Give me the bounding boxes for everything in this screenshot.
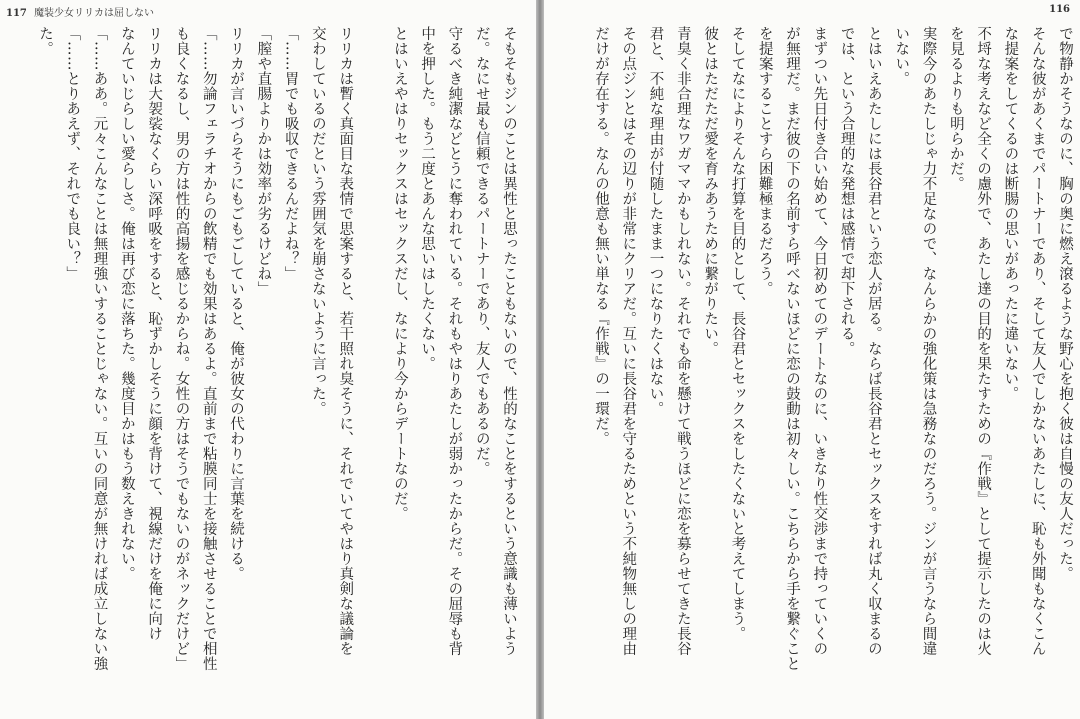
text-line: 守るべき純潔などとうに奪われている。それもやはりあたしが弱かったからだ。その屈辱も背 — [446, 26, 463, 656]
text-line: 「……ああ。元々こんなことは無理強いすることじゃない。互いの同意が無ければ成立しない強 — [91, 26, 108, 671]
text-line: も良くなるし、男の方は性的高揚を感じるからね。女性の方はそうでもないのがネックだけど」 — [173, 26, 190, 671]
left-page-number: 117 — [6, 8, 27, 19]
text-line: 「……とりあえず、それでも良い？」 — [64, 26, 81, 281]
text-line: だけが存在する。なんの他意も無い単なる『作戦』の一環だ。 — [592, 26, 609, 446]
text-line: で物静かそうなのに、胸の奥に燃え滾るような野心を抱く彼は自慢の友人だった。 — [1057, 26, 1073, 581]
text-line: を見るよりも明らかだ。 — [947, 26, 964, 191]
page-gutter — [536, 0, 544, 719]
right-page-body — [587, 26, 1078, 715]
text-line: 「膣や直腸よりかは効率が劣るけどね」 — [255, 26, 272, 296]
text-line: まずつい先日付き合い始めて、今日初めてのデートなのに、いきなり性交渉まで持っていくの — [811, 26, 828, 656]
text-line: とはいえあたしには長谷君という恋人が居る。ならば長谷君とセックスをすれば丸く収まるの — [865, 26, 882, 656]
text-line: そんな彼があくまでパートナーであり、そして友人でしかないあたしに、恥も外聞もなくこん — [1029, 26, 1046, 656]
text-line: 君と、不純な理由が付随したまま一つになりたくはない。 — [647, 26, 664, 416]
text-line: 中を押した。もう二度とあんな思いはしたくない。 — [419, 26, 436, 371]
text-line: な提案をしてくるのは断腸の思いがあったに違いない。 — [1002, 26, 1019, 401]
text-line: リリカは大袈裟なくらい深呼吸をすると、恥ずかしそうに顔を背けて、視線だけを俺に向け — [146, 26, 163, 641]
text-line: 「……胃でも吸収できるんだよね？」 — [282, 26, 299, 281]
right-page — [544, 0, 1080, 719]
right-page-number: 116 — [1049, 4, 1070, 15]
text-line: 彼とはただただ愛を育みあうために繋がりたい。 — [702, 26, 719, 356]
text-line: そしてなによりそんな打算を目的として、長谷君とセックスをしたくないと考えてしまう。 — [729, 26, 746, 641]
left-page — [0, 0, 536, 719]
text-line: その点ジンとはその辺りが非常にクリアだ。互いに長谷君を守るためという不純物無しの理由 — [620, 26, 637, 656]
text-line: 実際今のあたしじゃ力不足なので、なんらかの強化策は急務なのだろう。ジンが言うなら間違 — [920, 26, 937, 656]
text-line — [358, 26, 385, 715]
text-line: とはいえやはりセックスはセックスだし、なにより今からデートなのだ。 — [391, 26, 408, 521]
text-line: が無理だ。まだ彼の下の名前すら呼べないほどに恋の鼓動は初々しい。こちらから手を繋ぐこと — [784, 26, 801, 671]
text-line: 不埒な考えなど全くの慮外で、あたし達の目的を果たすための『作戦』として提示したのは火 — [975, 26, 992, 656]
text-line: リリカが言いづらそうにもごもごしていると、俺が彼女の代わりに言葉を続ける。 — [228, 26, 245, 581]
text-line: を提案することすら困難極まるだろう。 — [756, 26, 773, 296]
running-title: 魔装少女リリカは屈しない — [34, 8, 154, 19]
text-line: だ。なにせ最も信頼できるパートナーであり、友人でもあるのだ。 — [473, 26, 490, 476]
text-line: では、という合理的な発想は感情で却下される。 — [838, 26, 855, 356]
text-line: なんていじらしい愛らしさ。俺は再び恋に落ちた。幾度目かはもう数えきれない。 — [118, 26, 135, 581]
text-line: 青臭く非合理なワガママかもしれない。それでも命を懸けて戦うほどに恋を募らせてきた長谷 — [674, 26, 691, 656]
left-page-body — [31, 26, 522, 715]
text-line: 「……勿論フェラチオからの飲精でも効果はあるよ。直前まで粘膜同士を接触させることで相性 — [200, 26, 217, 671]
text-line: 交わしているのだという雰囲気を崩さないように言った。 — [309, 26, 326, 416]
left-page-header — [6, 4, 154, 19]
text-line: た。 — [36, 26, 53, 56]
text-line: リリカは暫く真面目な表情で思案すると、若干照れ臭そうに、それでいてやはり真剣な議論を — [337, 26, 354, 656]
text-line: そもそもジンのことは異性と思ったこともないので、性的なことをするという意識も薄いよう — [501, 26, 517, 656]
text-line: いない。 — [893, 26, 910, 86]
